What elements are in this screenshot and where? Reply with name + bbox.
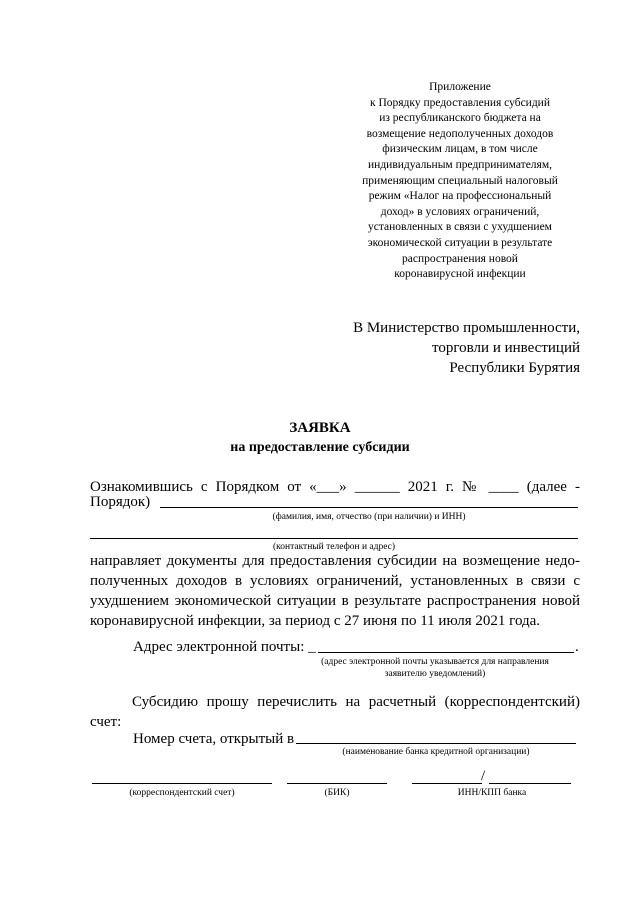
- inn-field[interactable]: [412, 783, 482, 784]
- appendix-line: возмещение недополученных доходов: [366, 127, 554, 140]
- appendix-line: из республиканского бюджета на: [379, 112, 541, 125]
- appendix-line: экономической ситуации в результате: [367, 236, 553, 249]
- appendix-line: доход» в условиях ограничений,: [380, 205, 540, 218]
- account-label: Номер счета, открытый в: [133, 731, 295, 747]
- intro-line-2-prefix: Порядок): [90, 494, 151, 510]
- addressee-line: торговли и инвестиций: [432, 340, 580, 356]
- appendix-line: применяющим специальный налоговый: [362, 174, 558, 187]
- email-field[interactable]: [318, 652, 574, 653]
- email-hint-1: (адрес электронной почты указывается для направления: [321, 657, 549, 667]
- paragraph-line: полученных доходов в условиях ограничений, установленных в связи с: [90, 573, 580, 589]
- document-title: ЗАЯВКА: [289, 420, 351, 436]
- document-subtitle: на предоставление субсидии: [230, 440, 410, 455]
- subsidy-line-1: Субсидию прошу перечислить на расчетный (корреспондентский): [132, 694, 580, 710]
- bank-hint: (наименование банка кредитной организации): [342, 747, 530, 757]
- contact-field[interactable]: [90, 538, 578, 539]
- inn-kpp-slash: /: [481, 768, 486, 784]
- paragraph-line: ухудшением экономической ситуации в результате распространения новой: [90, 593, 580, 609]
- addressee-line: Республики Бурятия: [449, 360, 580, 376]
- appendix-line: физическим лицам, в том числе: [382, 143, 538, 156]
- paragraph-line: коронавирусной инфекции, за период с 27 июня по 11 июля 2021 года.: [90, 613, 541, 629]
- appendix-line: индивидуальным предпринимателям,: [368, 158, 552, 171]
- corr-account-field[interactable]: [92, 783, 272, 784]
- email-hint-2: заявителю уведомлений): [384, 669, 486, 679]
- contact-hint: (контактный телефон и адрес): [272, 542, 396, 552]
- email-label: Адрес электронной почты: _: [133, 639, 316, 655]
- bik-hint: (БИК): [324, 788, 350, 798]
- appendix-line: к Порядку предоставления субсидий: [370, 96, 550, 109]
- bank-field[interactable]: [296, 743, 576, 744]
- kpp-field[interactable]: [489, 783, 571, 784]
- appendix-block: [340, 80, 580, 283]
- bik-field[interactable]: [287, 783, 387, 784]
- appendix-line: установленных в связи с ухудшением: [368, 221, 552, 234]
- appendix-line: режим «Налог на профессиональный: [368, 190, 552, 203]
- paragraph-line: направляет документы для предоставления субсидии на возмещение недо-: [90, 553, 580, 569]
- name-inn-field[interactable]: [160, 507, 578, 508]
- appendix-line: коронавирусной инфекции: [394, 268, 526, 281]
- email-end: .: [575, 639, 579, 655]
- inn-kpp-hint: ИНН/КПП банка: [457, 788, 527, 798]
- intro-line-1: Ознакомившись с Порядком от «___» ______ 2021 г. № ____ (далее -: [90, 479, 580, 495]
- subsidy-line-2: счет:: [90, 714, 122, 730]
- appendix-line: Приложение: [429, 81, 491, 93]
- addressee-block: [353, 318, 580, 378]
- corr-account-hint: (корреспондентский счет): [129, 788, 235, 798]
- appendix-line: распространения новой: [402, 252, 518, 265]
- name-inn-hint: (фамилия, имя, отчество (при наличии) и ИНН): [272, 512, 466, 522]
- addressee-line: В Министерство промышленности,: [353, 320, 580, 336]
